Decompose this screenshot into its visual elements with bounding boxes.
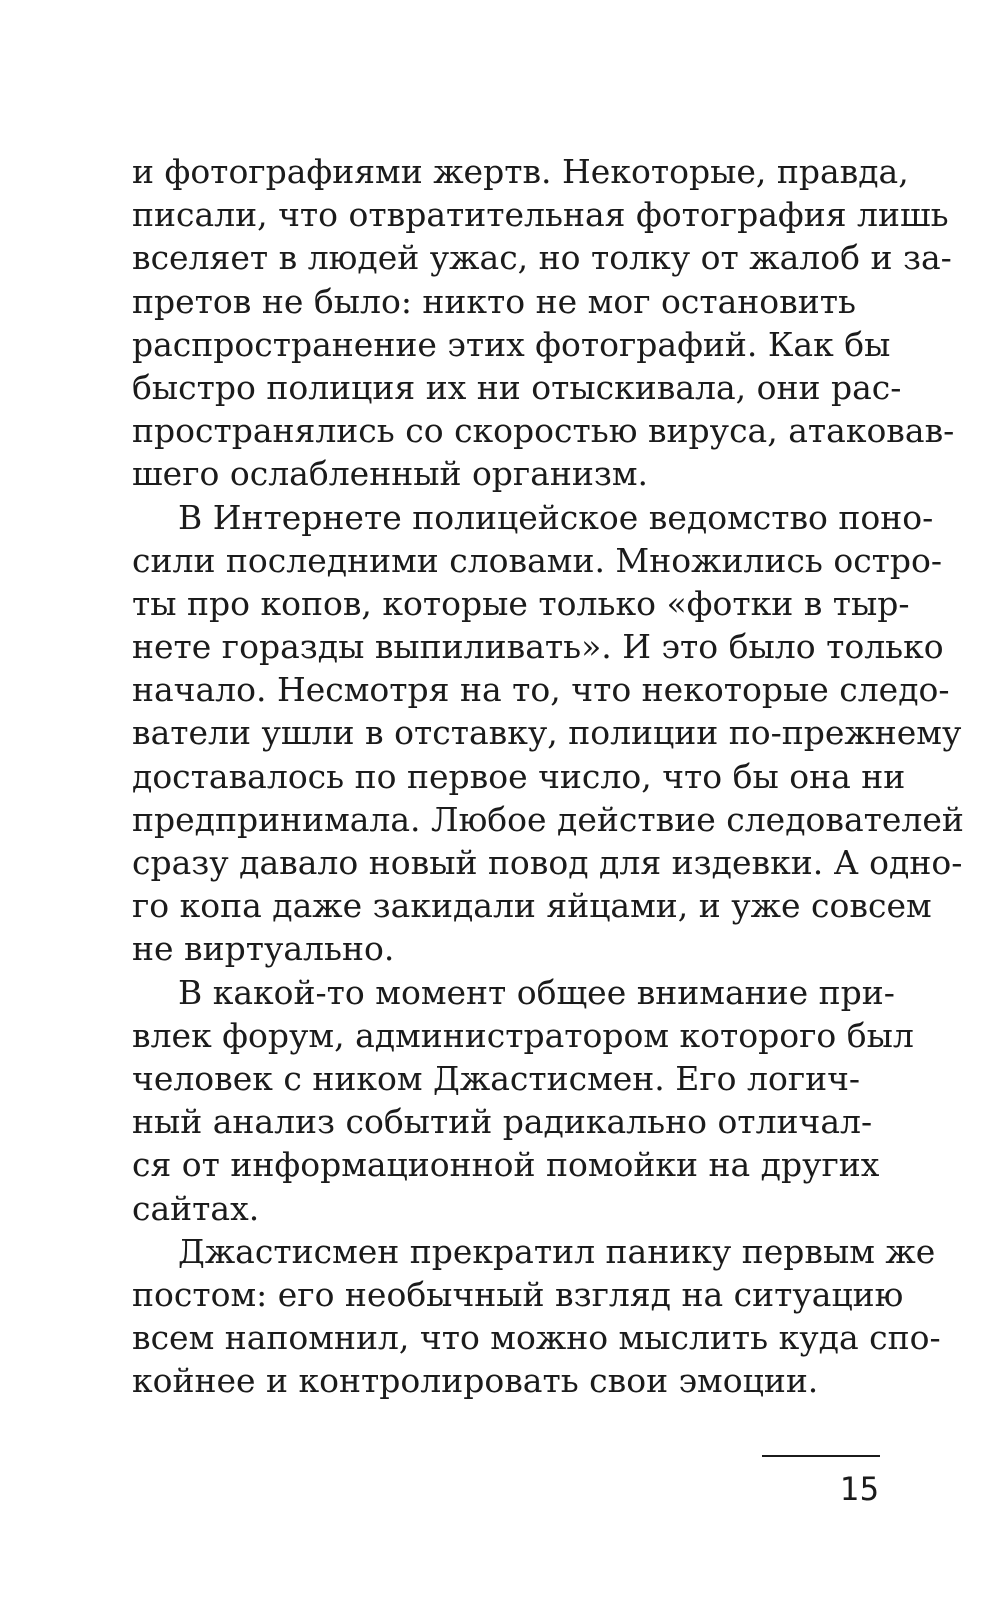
text-line: сразу давало новый повод для издевки. А одно- <box>132 843 963 882</box>
text-line: пространялись со скоростью вируса, атаковав- <box>132 411 955 451</box>
text-line: доставалось по первое число, что бы она ни <box>132 756 906 796</box>
text-line: влек форум, администратором которого был <box>132 1015 914 1055</box>
body-text <box>132 150 964 1402</box>
text-line: ный анализ событий радикально отличал- <box>132 1102 873 1142</box>
text-line: шего ослабленный организм. <box>132 454 649 494</box>
text-line: В какой-то момент общее внимание при- <box>178 972 895 1012</box>
text-line: сайтах. <box>132 1188 260 1228</box>
text-line: всем напомнил, что можно мыслить куда спо- <box>132 1318 941 1358</box>
text-line: писали, что отвратительная фотография лишь <box>132 195 949 235</box>
text-line: распространение этих фотографий. Как бы <box>132 324 891 364</box>
text-line: претов не было: никто не мог остановить <box>132 281 856 321</box>
text-line: предпринимала. Любое действие следователей <box>132 799 964 839</box>
text-line: вселяет в людей ужас, но толку от жалоб и за- <box>132 238 952 278</box>
text-line: начало. Несмотря на то, что некоторые следо- <box>132 670 950 710</box>
text-line: Джастисмен прекратил панику первым же <box>178 1231 936 1271</box>
text-line: ватели ушли в отставку, полиции по-прежнему <box>132 713 962 753</box>
text-line: постом: его необычный взгляд на ситуацию <box>132 1274 904 1314</box>
paragraph-2 <box>132 496 964 971</box>
text-line: В Интернете полицейское ведомство поно- <box>178 497 934 537</box>
text-line: го копа даже закидали яйцами, и уже совсем <box>132 886 932 926</box>
text-line: быстро полиция их ни отыскивала, они рас- <box>132 367 902 407</box>
paragraph-3 <box>132 971 914 1230</box>
paragraph-4 <box>132 1230 941 1403</box>
text-line: человек с ником Джастисмен. Его логич- <box>132 1058 861 1098</box>
text-line: ся от информационной помойки на других <box>132 1145 880 1185</box>
text-line: и фотографиями жертв. Некоторые, правда, <box>132 152 909 191</box>
text-line: сили последними словами. Множились остро- <box>132 540 943 580</box>
footer-rule <box>762 1455 880 1457</box>
text-line: нете горазды выпиливать». И это было только <box>132 627 944 667</box>
text-line: не виртуально. <box>132 929 395 969</box>
page-number: 15 <box>839 1470 880 1508</box>
text-line: койнее и контролировать свои эмоции. <box>132 1361 819 1401</box>
paragraph-1 <box>132 150 955 496</box>
text-line: ты про копов, которые только «фотки в тыр- <box>132 583 910 623</box>
